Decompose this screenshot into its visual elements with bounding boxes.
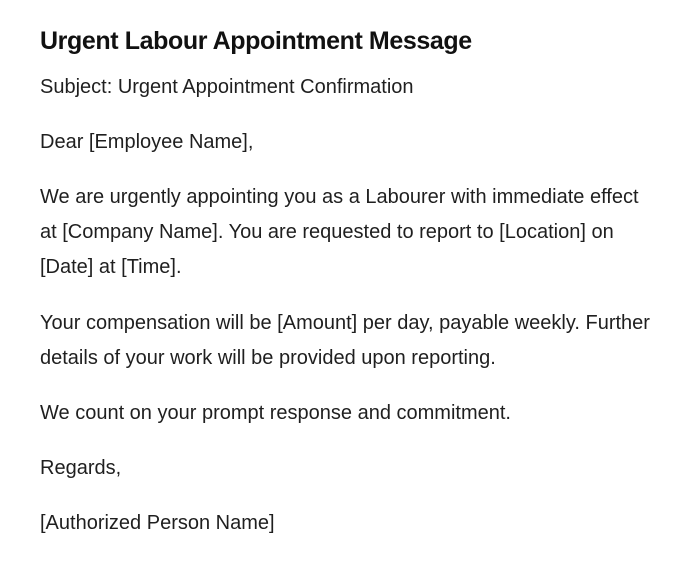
document-title: Urgent Labour Appointment Message [40, 27, 472, 55]
body-paragraph: Your compensation will be [Amount] per day, payable weekly. Further details of your work will be provided upon reporting. [40, 312, 650, 369]
body-paragraph: We are urgently appointing you as a Labourer with immediate effect at [Company Name]. You are requested to report to [Location] on [Date] at [Time]. [40, 186, 639, 278]
closing: Regards, [40, 457, 122, 479]
greeting: Dear [Employee Name], [40, 131, 254, 153]
subject-line: Subject: Urgent Appointment Confirmation [40, 76, 414, 98]
document [40, 24, 660, 541]
body-paragraph: We count on your prompt response and commitment. [40, 402, 511, 424]
signature: [Authorized Person Name] [40, 512, 275, 534]
